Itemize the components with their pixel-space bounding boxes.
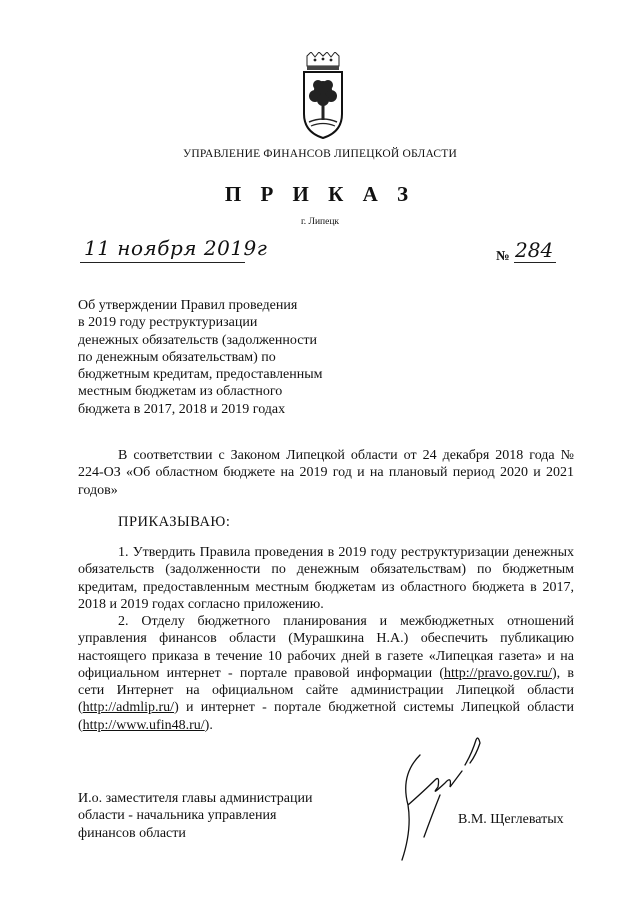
signatory-name: В.М. Щеглеватых — [458, 812, 564, 827]
subject-line: Об утверждении Правил проведения — [78, 298, 298, 313]
signatory-title-line: финансов области — [78, 825, 186, 841]
handwritten-date: 11 ноября 2019г — [84, 236, 268, 260]
item2-text: ) и интернет - портале бюджетной системы Липецкой области ( — [78, 700, 574, 733]
order-keyword: ПРИКАЗЫВАЮ: — [118, 514, 231, 530]
order-item-1: 1. Утвердить Правила проведения в 2019 году реструктуризации денежных обязательств (задолженности по денежным обязательствам) по бюджетным кредитам, предоставленным местным бюджетам из областного бюджета в 2017, 2018 и 2019 годах согласно приложению. — [78, 545, 574, 612]
subject-line: денежных обязательств (задолженности — [78, 332, 318, 348]
handwritten-number: 284 — [515, 238, 554, 262]
item2-text: ). — [204, 717, 213, 733]
subject-line: бюджета в 2017, 2018 и 2019 годах — [78, 401, 286, 417]
date-underline — [80, 262, 245, 263]
subject-line: бюджетным кредитам, предоставленным — [78, 367, 323, 383]
link-admlip[interactable]: http://admlip.ru/ — [82, 700, 175, 716]
signatory-title-line: области - начальника управления — [78, 808, 277, 824]
link-pravo-gov[interactable]: http://pravo.gov.ru/ — [444, 665, 552, 681]
number-underline — [514, 262, 556, 263]
city-name: г. Липецк — [300, 217, 340, 227]
handwritten-signature — [380, 735, 490, 865]
document-type-title: П Р И К А З — [224, 182, 416, 206]
preamble-paragraph: В соответствии с Законом Липецкой области от 24 декабря 2018 года № 224-ОЗ «Об областном бюджете на 2019 год и на плановый период 2020 и 2021 годов» — [78, 448, 574, 498]
order-item-2 — [78, 613, 574, 734]
signatory-title-line: И.о. заместителя главы администрации — [78, 791, 313, 806]
organization-name: УПРАВЛЕНИЕ ФИНАНСОВ ЛИПЕЦКОЙ ОБЛАСТИ — [182, 148, 458, 160]
subject-line: по денежным обязательствам) по — [78, 349, 276, 365]
signatory-title — [78, 790, 368, 842]
item2-text: 2. Отделу бюджетного планирования и межбюджетных отношений управления финансов области (Мурашкина Н.А.) обеспечить публикацию настоящего приказа в течение 10 рабочих дней в газете «Липецкая газета» и на официальном интернет - портале правовой информации ( — [78, 614, 574, 681]
order-subject — [78, 297, 368, 418]
coat-of-arms-emblem — [301, 52, 345, 140]
subject-line: местным бюджетам из областного — [78, 384, 283, 400]
subject-line: в 2019 году реструктуризации — [78, 315, 258, 331]
item2-text: ), в сети Интернет на официальном сайте администрации Липецкой области ( — [78, 665, 574, 716]
link-ufin48[interactable]: http://www.ufin48.ru/ — [82, 717, 205, 733]
number-label: № — [496, 248, 510, 263]
